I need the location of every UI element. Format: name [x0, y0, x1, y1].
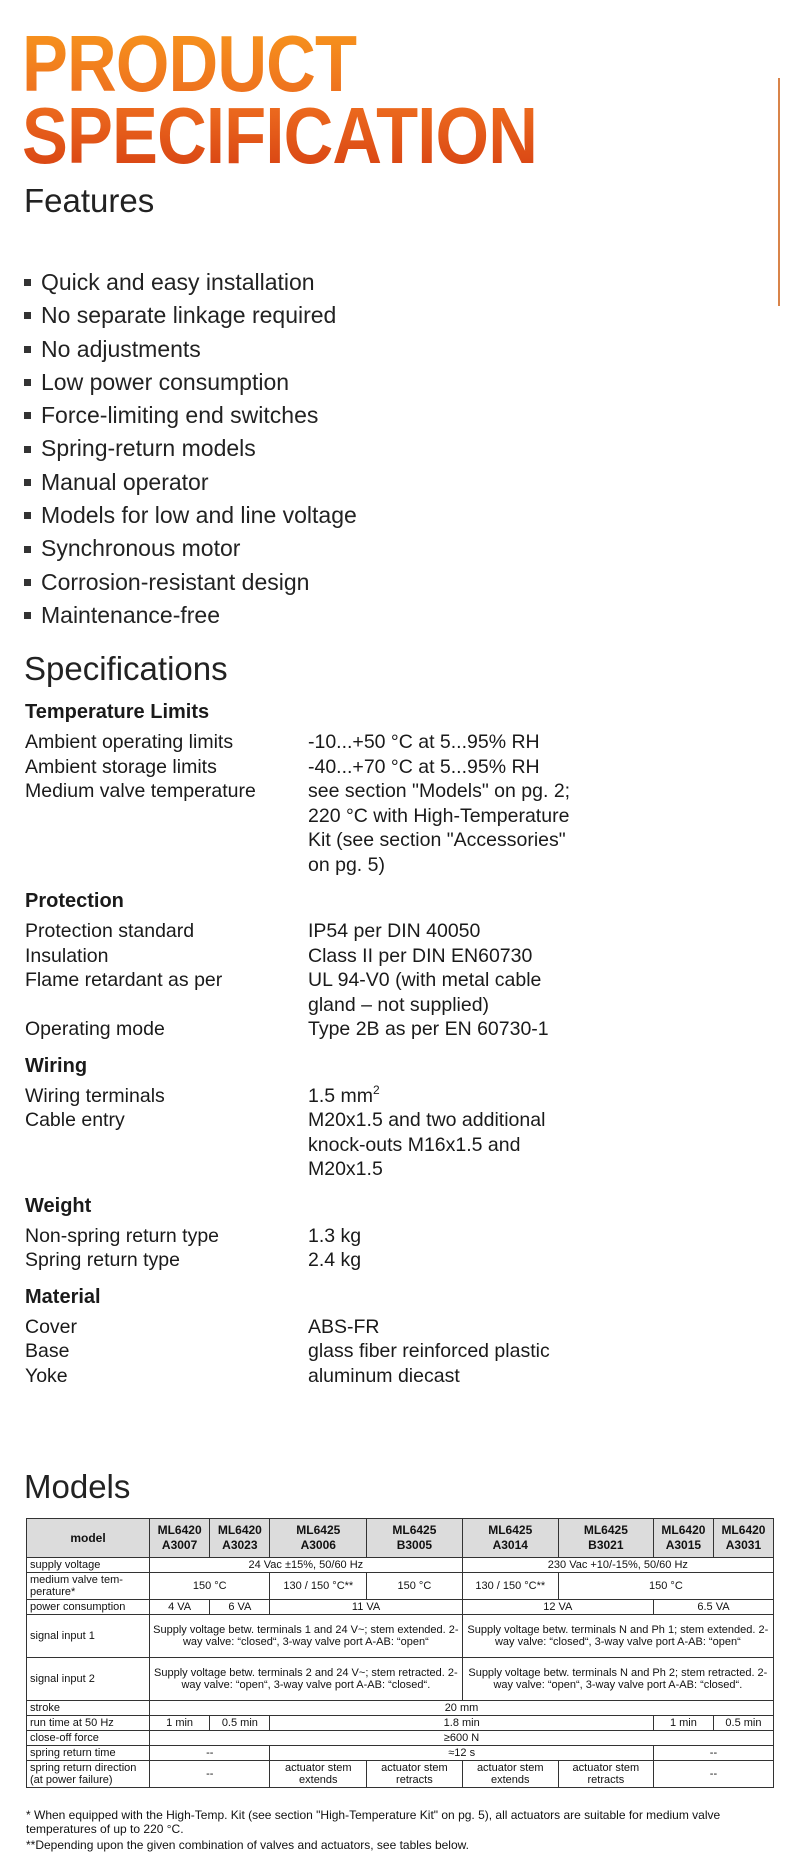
spec-row: Cable entry M20x1.5 and two additional knock-outs M16x1.5 and M20x1.5 [25, 1109, 546, 1180]
temperature-limits-heading: Temperature Limits [25, 701, 210, 723]
table-row: spring return time -- ≈12 s -- [27, 1746, 774, 1761]
spec-row: Cover ABS-FR [25, 1315, 380, 1338]
list-item: Synchronous motor [24, 532, 357, 565]
specifications-heading: Specifications [24, 650, 228, 687]
footnote: * When equipped with the High-Temp. Kit (see section "High-Temperature Kit" on pg. 5), all actuators are suitable for medium valve temperatures of up to 220 °C. [26, 1808, 721, 1836]
bullet-icon [24, 479, 31, 486]
bullet-icon [24, 412, 31, 419]
spec-row: Spring return type 2.4 kg [25, 1249, 362, 1271]
spec-row: Ambient operating limits -10...+50 °C at 5...95% RH [25, 731, 540, 753]
model-col-header: ML6420 A3031 [713, 1519, 773, 1558]
page-title [22, 19, 538, 180]
table-row: signal input 2 Supply voltage betw. terminals 2 and 24 V~; stem retracted. 2-way valve: “open“, 3-way valve port A-AB: “closed“. Supply voltage betw. terminals N and Ph 2; stem retracted. 2-way valve: “open“, 3-way valve port A-AB: “closed“. [27, 1658, 774, 1701]
list-item: Manual operator [24, 466, 357, 499]
models-heading: Models [24, 1468, 131, 1505]
list-item: Models for low and line voltage [24, 499, 357, 532]
title-line-1: PRODUCT [22, 19, 357, 108]
model-col-header: ML6425 B3021 [558, 1519, 653, 1558]
table-row: run time at 50 Hz 1 min 0.5 min 1.8 min 1 min 0.5 min [27, 1716, 774, 1731]
bullet-icon [24, 312, 31, 319]
model-col-header: ML6425 A3006 [270, 1519, 367, 1558]
page-edge-divider [778, 78, 780, 306]
model-col-header: ML6425 A3014 [462, 1519, 558, 1558]
table-row: close-off force ≥600 N [27, 1731, 774, 1746]
model-col-header: ML6425 B3005 [367, 1519, 463, 1558]
features-list [24, 266, 357, 632]
spec-row: Insulation Class II per DIN EN60730 [25, 944, 533, 967]
protection-heading: Protection [25, 890, 124, 912]
table-row: power consumption 4 VA 6 VA 11 VA 12 VA 6.5 VA [27, 1600, 774, 1615]
table-row: supply voltage 24 Vac ±15%, 50/60 Hz 230 Vac +10/-15%, 50/60 Hz [27, 1558, 774, 1573]
specifications-section [25, 700, 585, 1388]
table-row: signal input 1 Supply voltage betw. terminals 1 and 24 V~; stem extended. 2-way valve: “closed“, 3-way valve port A-AB: “open“ Supply voltage betw. terminals N and Ph 1; stem extended. 2-way valve: “closed“, 3-way valve port A-AB: “open“ [27, 1615, 774, 1658]
bullet-icon [24, 579, 31, 586]
list-item: Low power consumption [24, 366, 357, 399]
table-row: spring return direction (at power failure) -- actuator stem extends actuator stem retracts actuator stem extends actuator stem retracts -- [27, 1761, 774, 1788]
wiring-heading: Wiring [25, 1054, 88, 1077]
bullet-icon [24, 346, 31, 353]
bullet-icon [24, 379, 31, 386]
features-heading: Features [24, 182, 155, 219]
title-line-2: SPECIFICATION [22, 91, 538, 180]
model-col-header: ML6420 A3015 [653, 1519, 713, 1558]
table-header-row [27, 1519, 774, 1558]
table-row: medium valve tem-perature* 150 °C 130 / 150 °C** 150 °C 130 / 150 °C** 150 °C [27, 1573, 774, 1600]
models-table [26, 1518, 774, 1788]
list-item: Maintenance-free [24, 599, 357, 632]
bullet-icon [24, 612, 31, 619]
list-item: Force-limiting end switches [24, 399, 357, 432]
model-header: model [27, 1519, 150, 1558]
table-row: stroke 20 mm [27, 1701, 774, 1716]
bullet-icon [24, 546, 31, 553]
bullet-icon [24, 512, 31, 519]
bullet-icon [24, 446, 31, 453]
spec-row: Medium valve temperature see section "Models" on pg. 2; 220 °C with High-Temperature Kit (see section "Accessories" on pg. 5) [25, 780, 571, 876]
weight-heading: Weight [25, 1194, 92, 1217]
spec-row: Yoke aluminum diecast [25, 1364, 460, 1387]
table-footnotes [26, 1808, 776, 1854]
spec-row: Flame retardant as per UL 94-V0 (with metal cable gland – not supplied) [25, 969, 542, 1016]
spec-row: Ambient storage limits -40...+70 °C at 5...95% RH [25, 755, 540, 778]
spec-row: Operating mode Type 2B as per EN 60730-1 [25, 1018, 549, 1040]
list-item: Quick and easy installation [24, 266, 357, 299]
list-item: No adjustments [24, 333, 357, 366]
footnote: **Depending upon the given combination of valves and actuators, see tables below. [26, 1838, 469, 1852]
material-heading: Material [25, 1285, 101, 1308]
list-item: Spring-return models [24, 432, 357, 465]
spec-row: Non-spring return type 1.3 kg [25, 1224, 362, 1247]
spec-row: Protection standard IP54 per DIN 40050 [25, 920, 481, 942]
spec-row: Wiring terminals 1.5 $mm^2$ [25, 1082, 380, 1107]
bullet-icon [24, 279, 31, 286]
model-col-header: ML6420 A3023 [210, 1519, 270, 1558]
list-item: Corrosion-resistant design [24, 566, 357, 599]
list-item: No separate linkage required [24, 299, 357, 332]
spec-row: Base glass fiber reinforced plastic [25, 1340, 550, 1362]
model-col-header: ML6420 A3007 [150, 1519, 210, 1558]
